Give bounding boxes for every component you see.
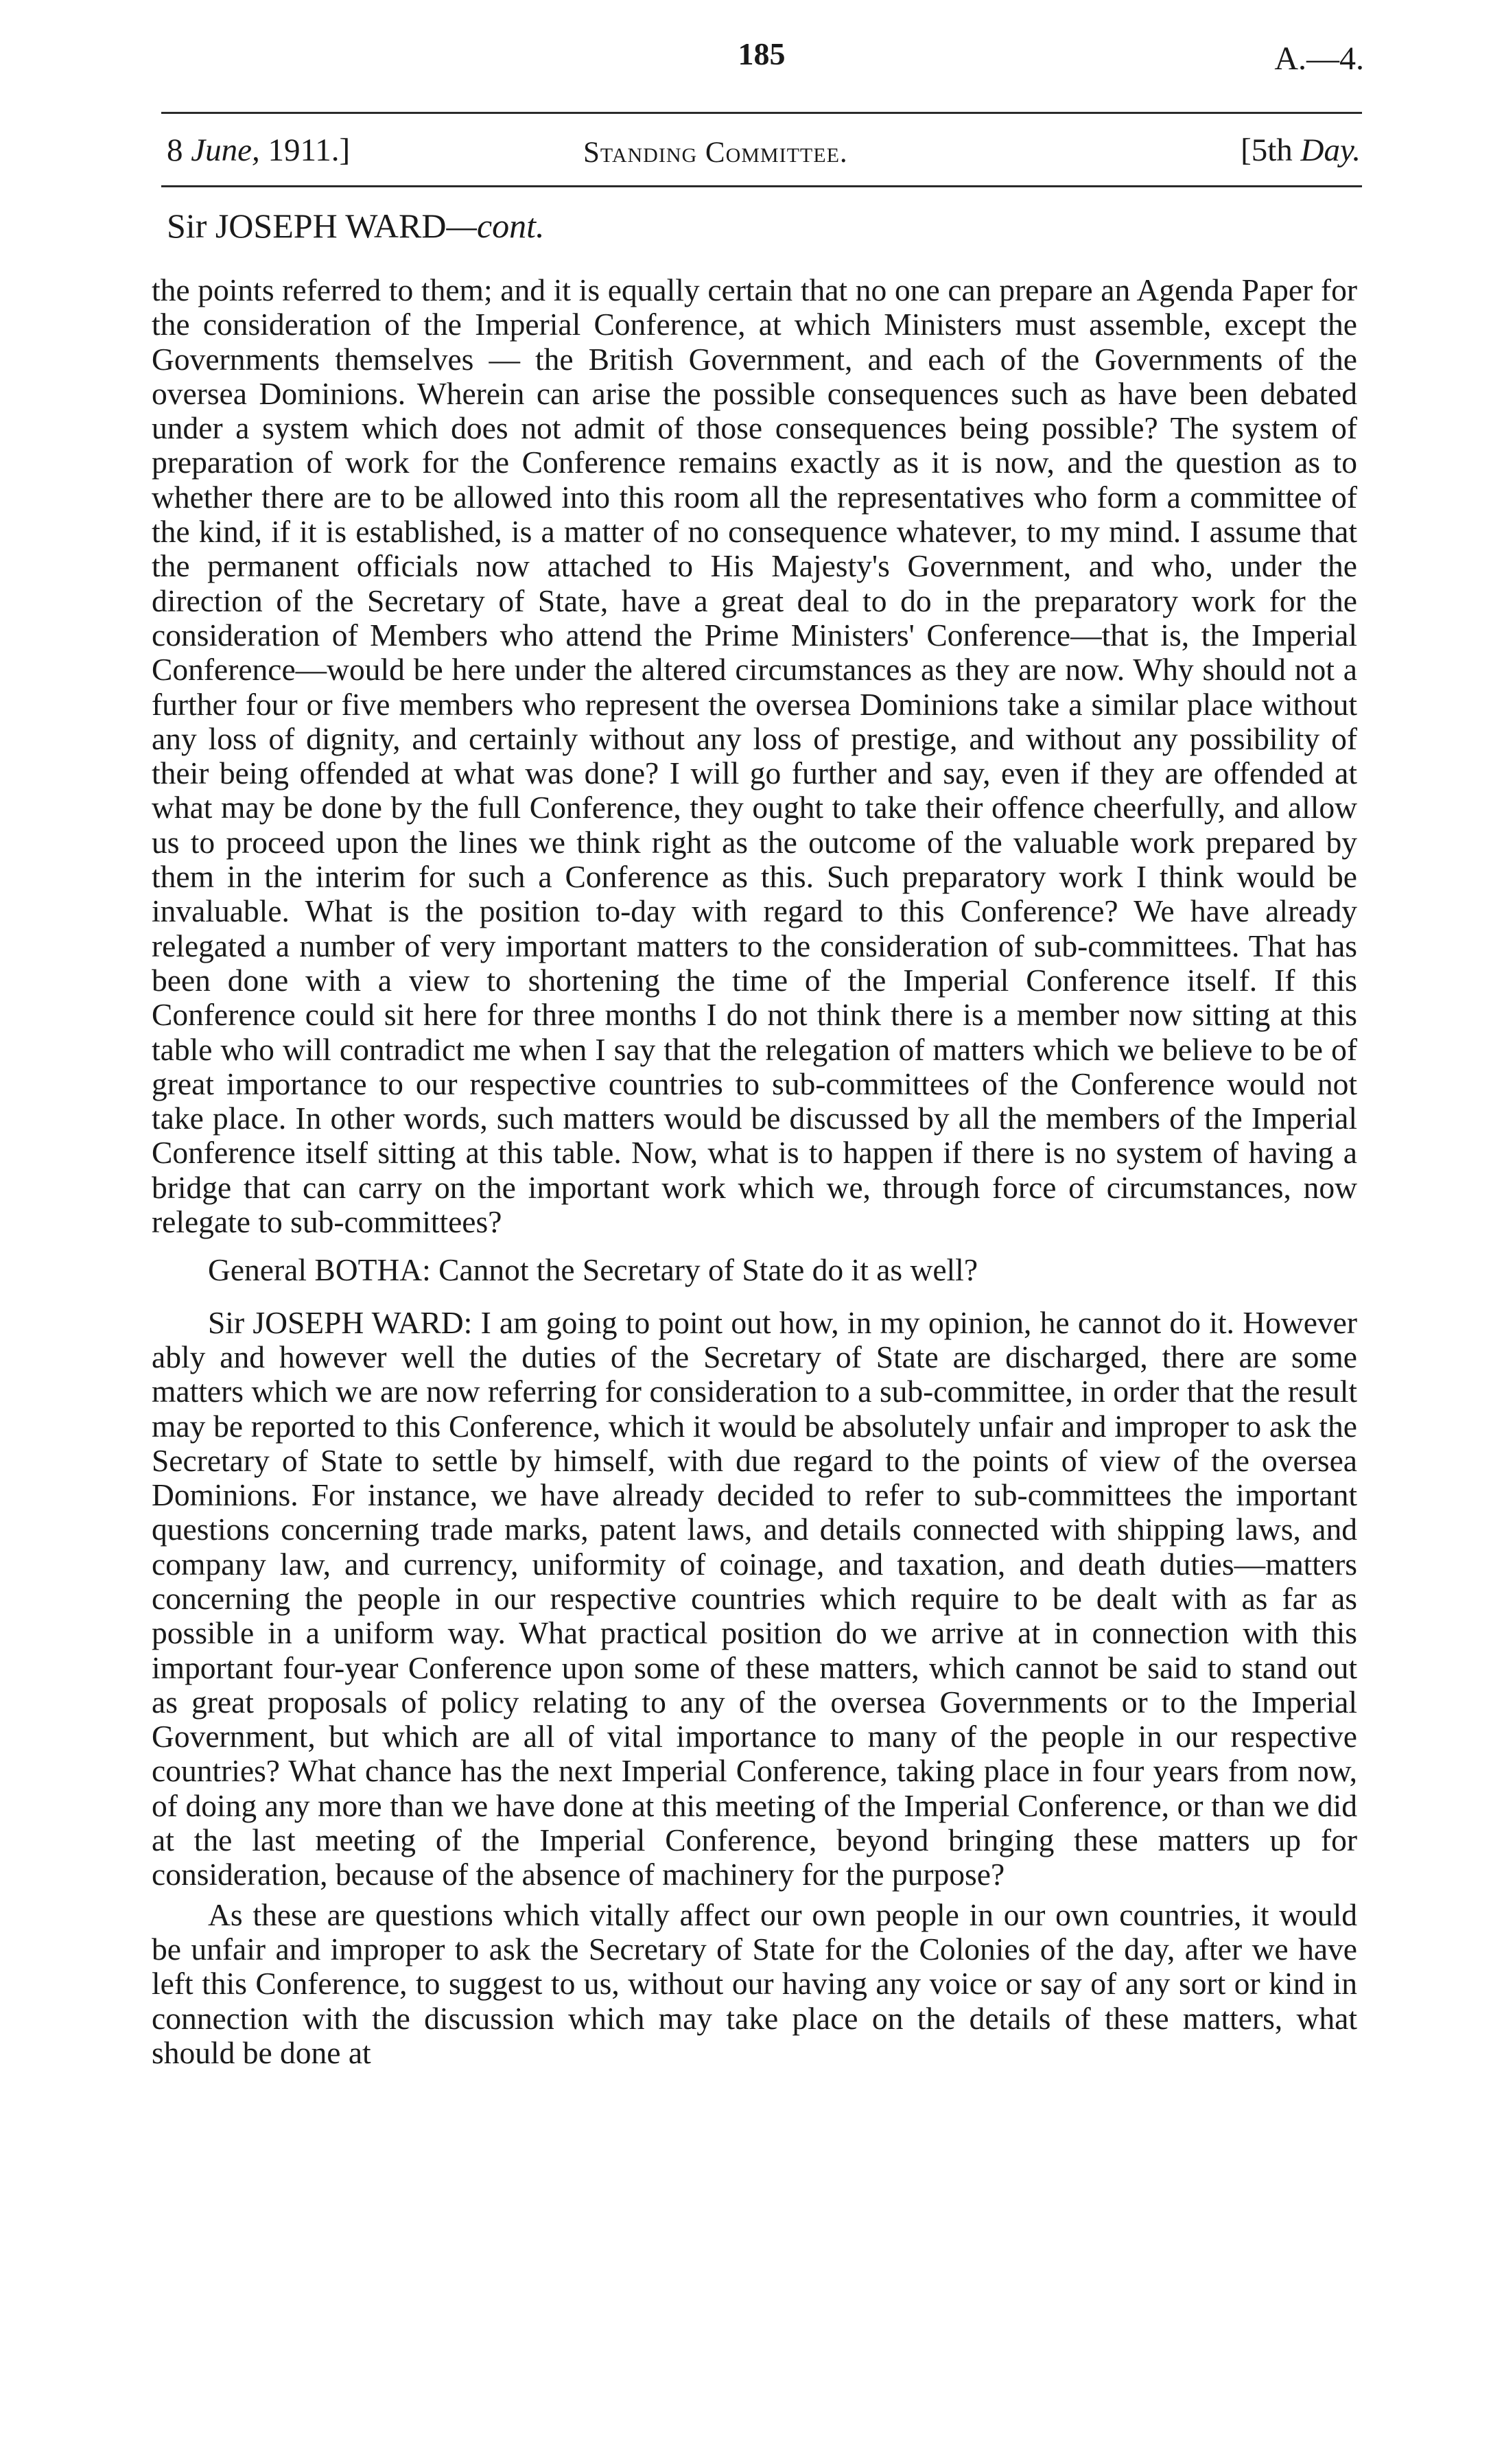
page-number: 185 [738,36,786,71]
paragraph-final: As these are questions which vitally affect our own people in our own countries, it would be unfair and improper to ask the Secretary of State for the Colonies of the day, after we have left this Conference, to suggest to us, without our having any voice or say of any sort or kind in connection with the discussion which may take place on the details of these matters, what should be done at [152,1897,1357,2070]
continued-marker: —cont. [446,207,545,245]
paragraph-botha: General BOTHA: Cannot the Secretary of State do it as well? [208,1252,978,1288]
speaker-name: Sir JOSEPH WARD [167,207,447,245]
document-reference: A.—4. [1274,40,1364,77]
date-month: June, [191,132,260,168]
header-rule-bottom [161,185,1362,187]
body-text [152,273,1357,2070]
speaker-ward: Sir JOSEPH WARD [208,1304,464,1340]
header-day [1241,132,1361,169]
paragraph-ward: Sir JOSEPH WARD: I am going to point out how, in my opinion, he cannot do it. However ably and however well the duties of the Secretary of State are discharged, there are some matters which we are now referring for consideration to a sub-committee, in order that the result may be reported to this Conference, which it would be absolutely unfair and improper to ask the Secretary of State to settle by himself, with due regard to the points of view of the oversea Dominions. For instance, we have already decided to refer to sub-committees the important questions concerning trade marks, patent laws, and details connected with shipping laws, and company law, and currency, uniformity of coinage, and taxation, and death duties—matters concerning the people in our respective countries which require to be dealt with as far as possible in a uniform way. What practical position do we arrive at in connection with this important four-year Conference upon some of these matters, which cannot be said to stand out as great proposals of policy relating to any of the oversea Governments or to the Imperial Government, but which are all of vital importance to many of the people in our respective countries? What chance has the next Imperial Conference, taking place in four years from now, of doing any more than we have done at this meeting of the Imperial Conference, or than we did at the last meeting of the Imperial Conference, beyond bringing these matters up for consideration, because of the absence of machinery for the purpose? [152,1304,1357,1892]
speaker-botha: General BOTHA [208,1252,423,1288]
paragraph-continuation: the points referred to them; and it is equally certain that no one can prepare an Agenda Paper for the consideration of the Imperial Conference, at which Ministers must assemble, except the Governments themselves — the British Government, and each of the Governments of the oversea Dominions. Wherein can arise the possible consequences such as have been debated under a system which does not admit of those consequences being possible? The system of preparation of work for the Conference remains exactly as it is now, and the question as to whether there are to be allowed into this room all the representatives who form a committee of the kind, if it is established, is a matter of no consequence whatever, to my mind. I assume that the permanent officials now attached to His Majesty's Government, and who, under the direction of the Secretary of State, have a great deal to do in the preparatory work for the consideration of Members who attend the Prime Ministers' Conference—that is, the Imperial Conference—would be here under the altered circumstances as they are now. Why should not a further four or five members who represent the oversea Dominions take a similar place without any loss of dignity, and certainly without any loss of prestige, and without any possibility of their being offended at what was done? I will go further and say, even if they are offended at what may be done by the full Conference, they ought to take their offence cheerfully, and allow us to proceed upon the lines we think right as the outcome of the valuable work prepared by them in the interim for such a Conference as this. Such preparatory work I think would be invaluable. What is the position to-day with regard to this Conference? We have already relegated a number of very important matters to the consideration of sub-committees. That has been done with a view to shortening the time of the Imperial Conference itself. If this Conference could sit here for three months I do not think there is a member now sitting at this table who will contradict me when I say that the relegation of matters which we believe to be of great importance to our respective countries to sub-committees of the Conference would not take place. In other words, such matters would be discussed by all the members of the Imperial Conference itself sitting at this table. Now, what is to happen if there is no system of having a bridge that can carry on the important work which we, through force of circumstances, now relegate to sub-committees? [152,272,1357,1240]
day-word: Day. [1300,132,1361,168]
speaker-continuation-heading [167,206,545,246]
date-prefix: 8 [167,132,191,168]
running-title: Standing Committee. [583,137,848,169]
date-suffix: 1911.] [259,132,351,168]
ward-text: I am going to point out how, in my opinion, he cannot do it. However ably and however well the duties of the Secretary of State are discharged, there are some matters which we are now referring for consideration to a sub-committee, in order that the result may be reported to this Conference, which it would be absolutely unfair and improper to ask the Secretary of State to settle by himself, with due regard to the points of view of the oversea Dominions. For instance, we have already decided to refer to sub-committees the important questions concerning trade marks, patent laws, and details connected with shipping laws, and company law, and currency, uniformity of coinage, and taxation, and death duties—matters concerning the people in our respective countries which require to be dealt with as far as possible in a uniform way. What practical position do we arrive at in connection with this important four-year Conference upon some of these matters, which cannot be said to stand out as great proposals of policy relating to any of the oversea Governments or to the Imperial Government, but which are all of vital importance to many of the people in our respective countries? What chance has the next Imperial Conference, taking place in four years from now, of doing any more than we have done at this meeting of the Imperial Conference, or than we did at the last meeting of the Imperial Conference, beyond bringing these matters up for consideration, because of the absence of machinery for the purpose? [152,1304,1357,1892]
header-date [167,132,350,169]
botha-text: Cannot the Secretary of State do it as well? [438,1252,978,1288]
header-rule-top [161,112,1362,114]
day-prefix: [5th [1241,132,1301,168]
